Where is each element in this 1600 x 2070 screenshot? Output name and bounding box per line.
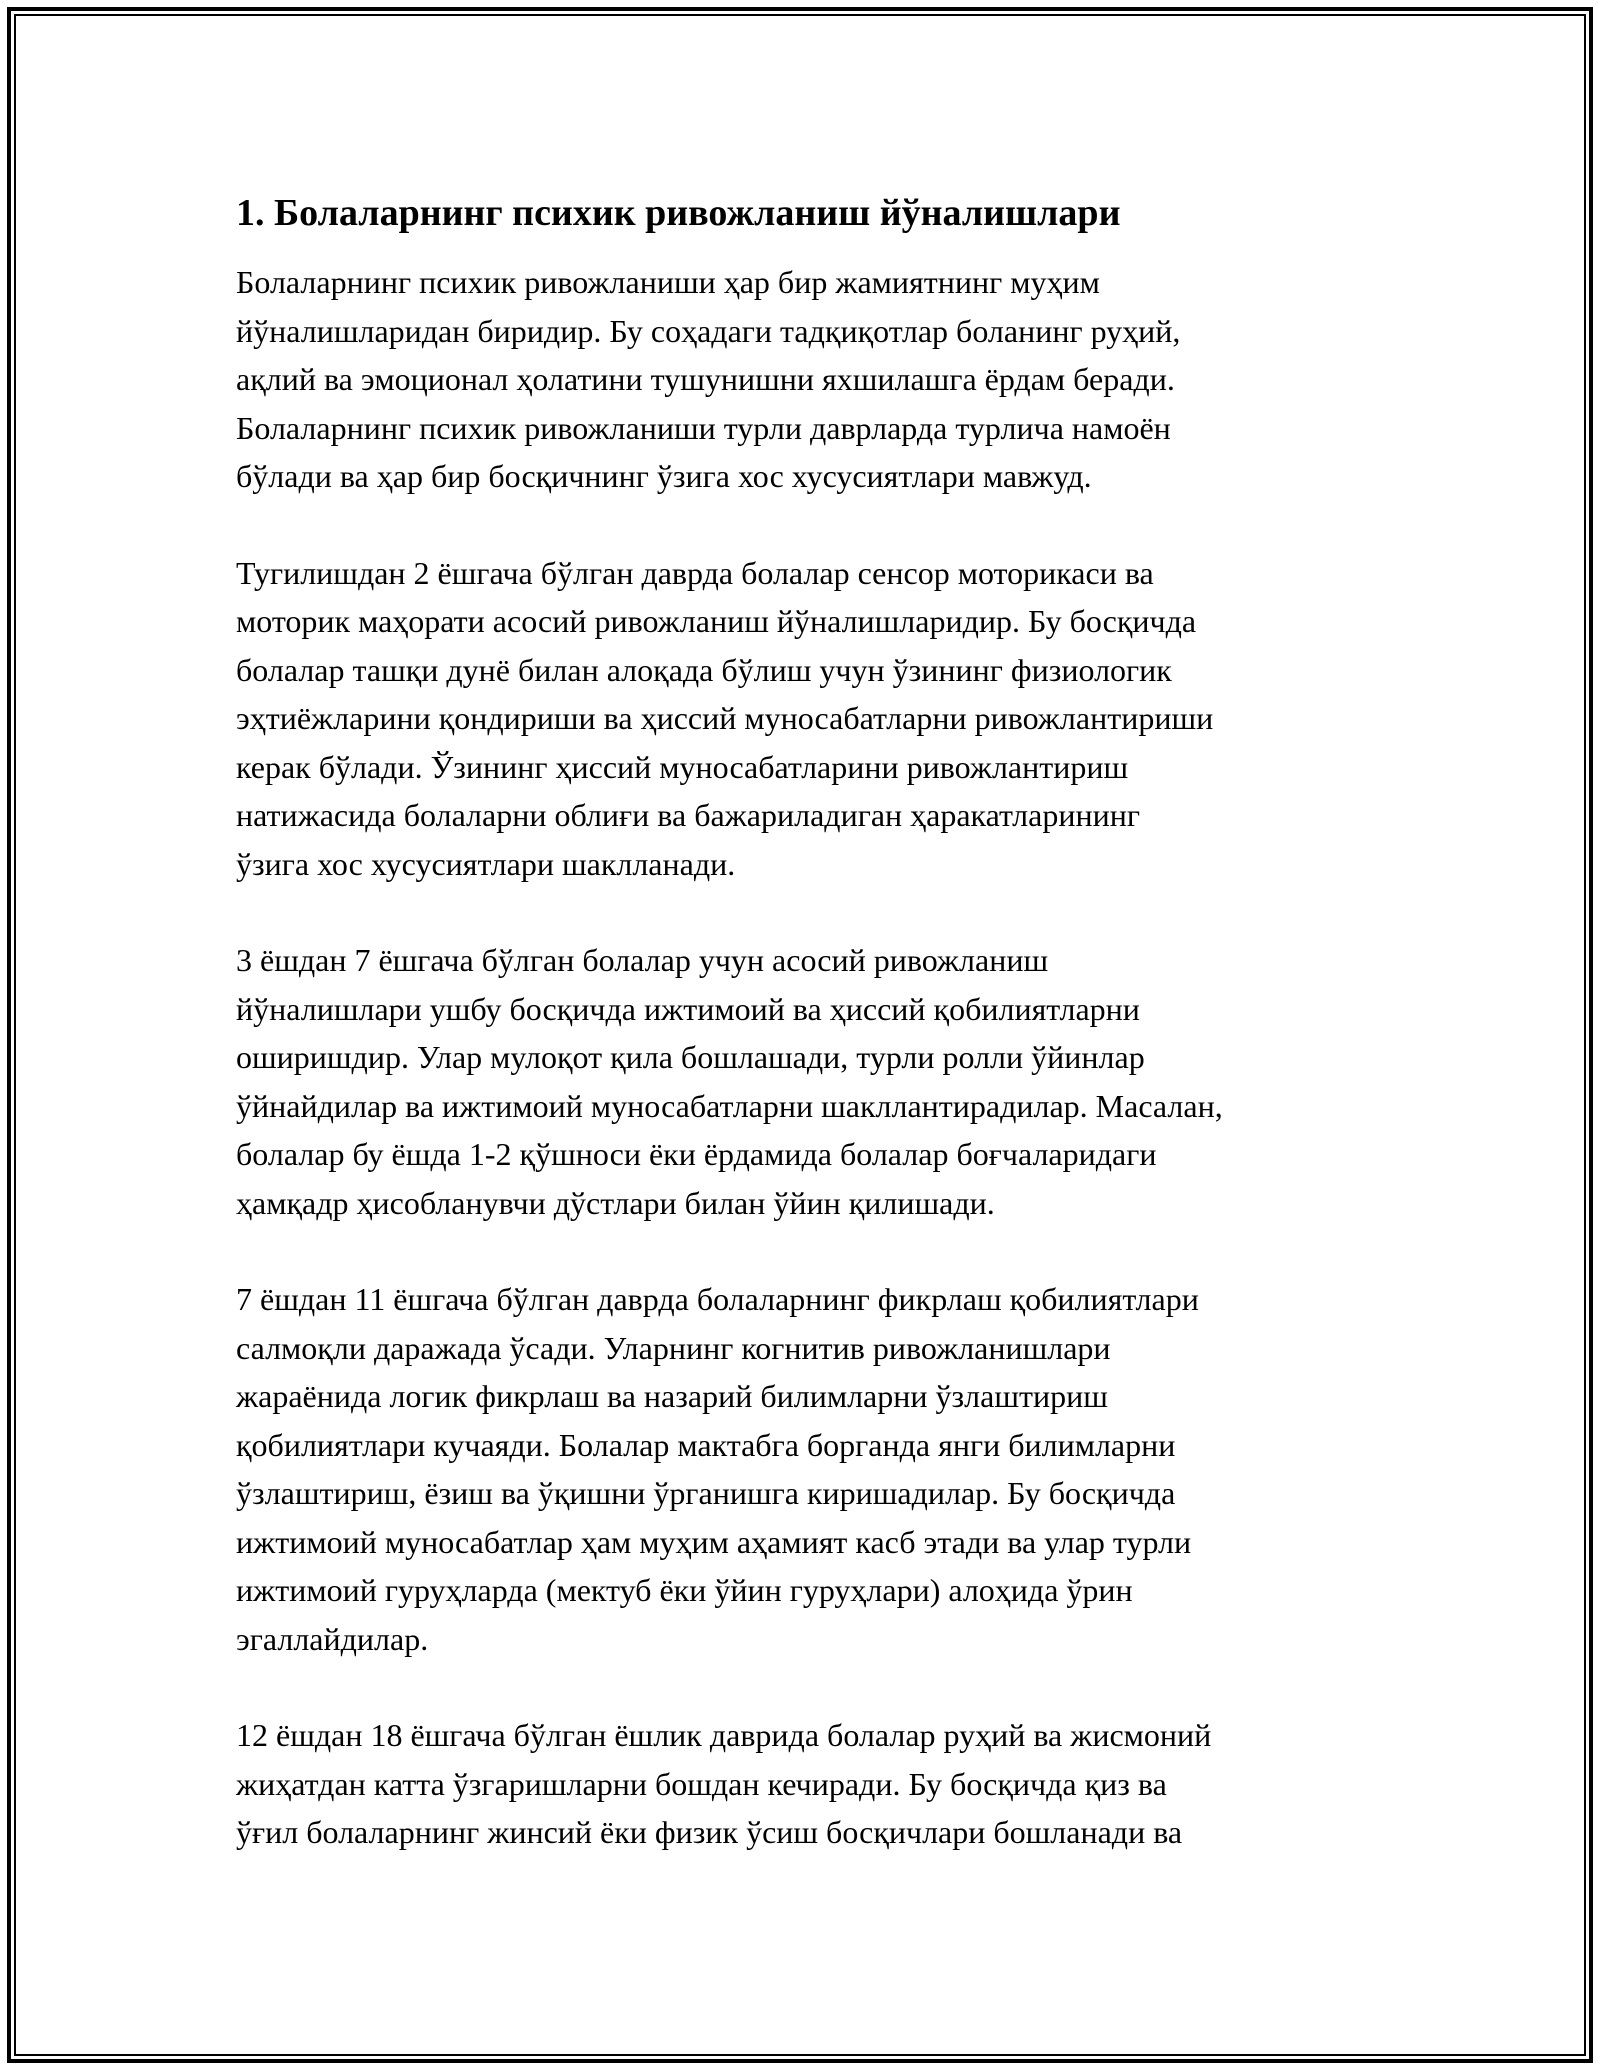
paragraph-line: ақлий ва эмоционал ҳолатини тушунишни яхшилашга ёрдам беради. — [236, 361, 1175, 397]
paragraph-line: жараёнида логик фикрлаш ва назарий билимларни ўзлаштириш — [236, 1378, 1108, 1414]
paragraph-line: 7 ёшдан 11 ёшгача бўлган даврда болаларнинг фикрлаш қобилиятлари — [236, 1281, 1199, 1317]
paragraph-line: эгаллайдилар. — [236, 1620, 429, 1657]
paragraph-line: моторик маҳорати асосий ривожланиш йўналишларидир. Бу босқичда — [236, 603, 1197, 639]
paragraph-line: Тугилишдан 2 ёшгача бўлган даврда болалар сенсор моторикаси ва — [236, 554, 1154, 591]
paragraph-line: натижасида болаларни облиғи ва бажариладиган ҳаракатларининг — [236, 797, 1140, 833]
paragraph-line: ўзига хос хусусиятлари шаклланади. — [236, 845, 736, 882]
paragraph-line: Болаларнинг психик ривожланиши ҳар бир жамиятнинг муҳим — [236, 264, 1100, 300]
paragraph-line: эҳтиёжларини қондириши ва ҳиссий муносабатларни ривожлантириши — [236, 700, 1214, 736]
paragraph-line: қобилиятлари кучаяди. Болалар мактабга борганда янги билимларни — [236, 1426, 1176, 1463]
paragraph-line: болалар бу ёшда 1-2 қўшноси ёки ёрдамида болалар боғчаларидаги — [236, 1136, 1157, 1172]
paragraph-line: ижтимоий муносабатлар ҳам муҳим аҳамият касб этади ва улар турли — [236, 1523, 1192, 1560]
paragraph-line: йўналишлари ушбу босқичда ижтимоий ва ҳиссий қобилиятларни — [236, 990, 1140, 1027]
paragraph-line: йўналишларидан биридир. Бу соҳадаги тадқиқотлар боланинг руҳий, — [236, 312, 1181, 349]
document-body — [236, 188, 1386, 1905]
paragraph-line: 3 ёшдан 7 ёшгача бўлган болалар учун асосий ривожланиш — [236, 942, 1049, 978]
paragraph-line: салмоқли даражада ўсади. Уларнинг когнитив ривожланишлари — [236, 1329, 1111, 1366]
paragraph-line: 12 ёшдан 18 ёшгача бўлган ёшлик даврида болалар руҳий ва жисмоний — [236, 1717, 1212, 1753]
paragraph — [236, 1711, 1386, 1857]
paragraph-line: Болаларнинг психик ривожланиши турли даврларда турлича намоён — [236, 409, 1171, 446]
paragraph-line: ўйнайдилар ва ижтимоий муносабатларни шакллантирадилар. Масалан, — [236, 1087, 1223, 1124]
paragraph-line: бўлади ва ҳар бир босқичнинг ўзига хос хусусиятлари мавжуд. — [236, 458, 1092, 494]
section-heading: 1. Болаларнинг психик ривожланиш йўналишлари — [236, 192, 1121, 234]
paragraph — [236, 936, 1386, 1227]
paragraph-line: ўғил болаларнинг жинсий ёки физик ўсиш босқичлари бошланади ва — [236, 1814, 1183, 1850]
paragraph-line: оширишдир. Улар мулоқот қила бошлашади, турли ролли ўйинлар — [236, 1039, 1145, 1075]
paragraph — [236, 549, 1386, 889]
paragraph-line: ҳамқадр ҳисобланувчи дўстлари билан ўйин қилишади. — [236, 1184, 995, 1221]
paragraph-line: жиҳатдан катта ўзгаришларни бошдан кечиради. Бу босқичда қиз ва — [236, 1765, 1167, 1802]
paragraph-line: ўзлаштириш, ёзиш ва ўқишни ўрганишга киришадилар. Бу босқичда — [236, 1475, 1176, 1511]
paragraph-line: болалар ташқи дунё билан алоқада бўлиш учун ўзининг физиологик — [236, 651, 1172, 688]
paragraph — [236, 1275, 1386, 1663]
paragraphs-container — [236, 258, 1386, 1857]
paragraph — [236, 258, 1386, 501]
paragraph-line: ижтимоий гуруҳларда (мектуб ёки ўйин гуруҳлари) алоҳида ўрин — [236, 1572, 1133, 1608]
paragraph-line: керак бўлади. Ўзининг ҳиссий муносабатларини ривожлантириш — [236, 748, 1129, 785]
